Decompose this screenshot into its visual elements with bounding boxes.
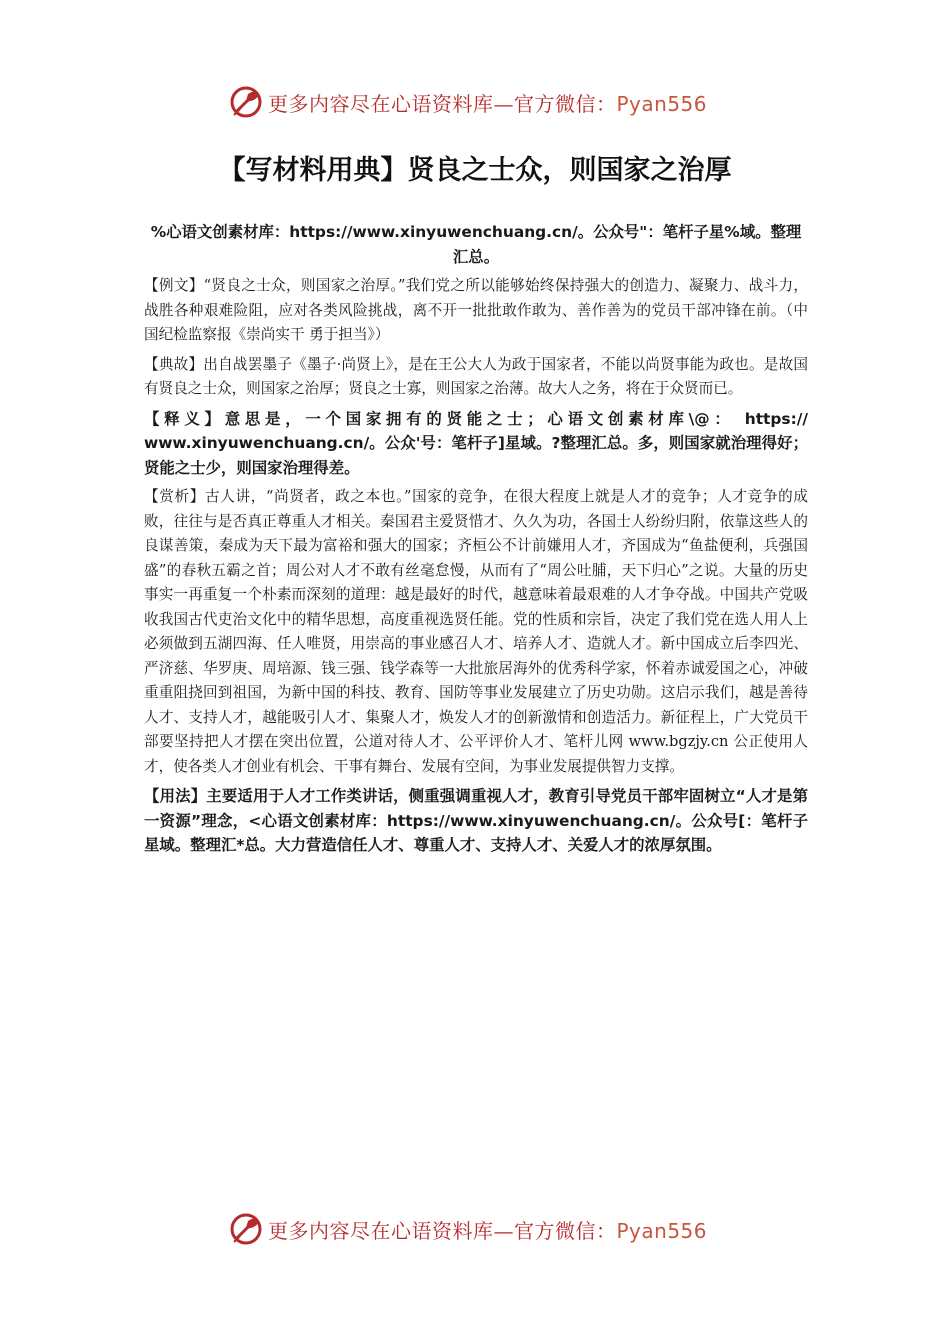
document-body — [144, 220, 808, 863]
footer-banner — [228, 1209, 707, 1249]
meaning-text-part1: 意思是，一个国家拥有的贤能之士；心语文创素材库\@： — [224, 409, 735, 428]
source-text: 出自战罢墨子《墨子·尚贤上》，是在王公大人为政于国家者，不能以尚贤事能为政也。是故国有贤良之士众，则国家之治厚；贤良之士寡，则国家之治薄。故大人之务，将在于众贤而已。 — [144, 355, 808, 397]
meaning-text-part2: https:// www.xinyuwenchuang.cn/。公众'号：笔杆子]星域。?整理汇总。多，则国家就治理得好；贤能之士少，则国家治理得差。 — [144, 409, 808, 477]
meaning-label: 【释义】 — [144, 409, 225, 428]
document-title: 【写材料用典】贤良之士众，则国家之治厚 — [218, 155, 732, 186]
header-banner — [228, 82, 707, 122]
usage-paragraph — [144, 784, 808, 858]
appreciation-label: 【赏析】 — [144, 488, 205, 505]
footer-banner-text: 更多内容尽在心语资料库—官方微信：Pyan556 — [268, 1218, 708, 1243]
quill-seal-logo-icon — [228, 84, 264, 120]
meaning-paragraph — [144, 407, 808, 481]
quill-seal-logo-icon — [228, 1211, 264, 1247]
header-wechat-id: Pyan556 — [616, 91, 708, 116]
appreciation-paragraph — [144, 485, 808, 779]
example-label: 【例文】 — [144, 277, 204, 294]
footer-wechat-id: Pyan556 — [616, 1218, 708, 1243]
header-banner-text: 更多内容尽在心语资料库—官方微信：Pyan556 — [268, 91, 708, 116]
usage-label: 【用法】 — [144, 787, 207, 805]
usage-text: 主要适用于人才工作类讲话，侧重强调重视人才，教育引导党员干部牢固树立“人才是第一资源”理念，<心语文创素材库：https://www.xinyuwenchuang.cn/。公众号[：笔杆子星域。整理汇*总。大力营造信任人才、尊重人才、支持人才、关爱人才的浓厚氛围。 — [144, 787, 808, 854]
appreciation-text: 古人讲，“尚贤者，政之本也。”国家的竞争，在很大程度上就是人才的竞争；人才竞争的成败，往往与是否真正尊重人才相关。秦国君主爱贤惜才、久久为功，各国士人纷纷归附，依靠这些人的良谋善策，秦成为天下最为富裕和强大的国家；齐桓公不计前嫌用人才，齐国成为“鱼盐便利，兵强国盛”的春秋五霸之首；周公对人才不敢有丝毫怠慢，从而有了“周公吐脯，天下归心”之说。大量的历史事实一再重复一个朴素而深刻的道理：越是最好的时代，越意味着最艰难的人才争夺战。中国共产党吸收我国古代吏治文化中的精华思想，高度重视选贤任能。党的性质和宗旨，决定了我们党在选人用人上必须做到五湖四海、任人唯贤，用崇高的事业感召人才、培养人才、造就人才。新中国成立后李四光、严济慈、华罗庚、周培源、钱三强、钱学森等一大批旅居海外的优秀科学家，怀着赤诚爱国之心，冲破重重阻挠回到祖国，为新中国的科技、教育、国防等事业发展建立了历史功勋。这启示我们，越是善待人才、支持人才，越能吸引人才、集聚人才，焕发人才的创新激情和创造活力。新征程上，广大党员干部要坚持把人才摆在突出位置，公道对待人才、公平评价人才、笔杆儿网 www.bgzjy.cn 公正使用人才，使各类人才创业有机会、干事有舞台、发展有空间，为事业发展提供智力支撑。 — [144, 488, 808, 775]
source-paragraph — [144, 353, 808, 402]
intro-paragraph: %心语文创素材库：https://www.xinyuwenchuang.cn/。公众号"：笔杆子星%域。整理汇总。 — [150, 223, 802, 266]
example-paragraph — [144, 274, 808, 348]
example-text: “贤良之士众，则国家之治厚。”我们党之所以能够始终保持强大的创造力、凝聚力、战斗力，战胜各种艰难险阻，应对各类风险挑战，离不开一批批敢作敢为、善作善为的党员干部冲锋在前。（中国纪检监察报《崇尚实干 勇于担当》） — [144, 277, 808, 343]
source-label: 【典故】 — [144, 355, 204, 373]
